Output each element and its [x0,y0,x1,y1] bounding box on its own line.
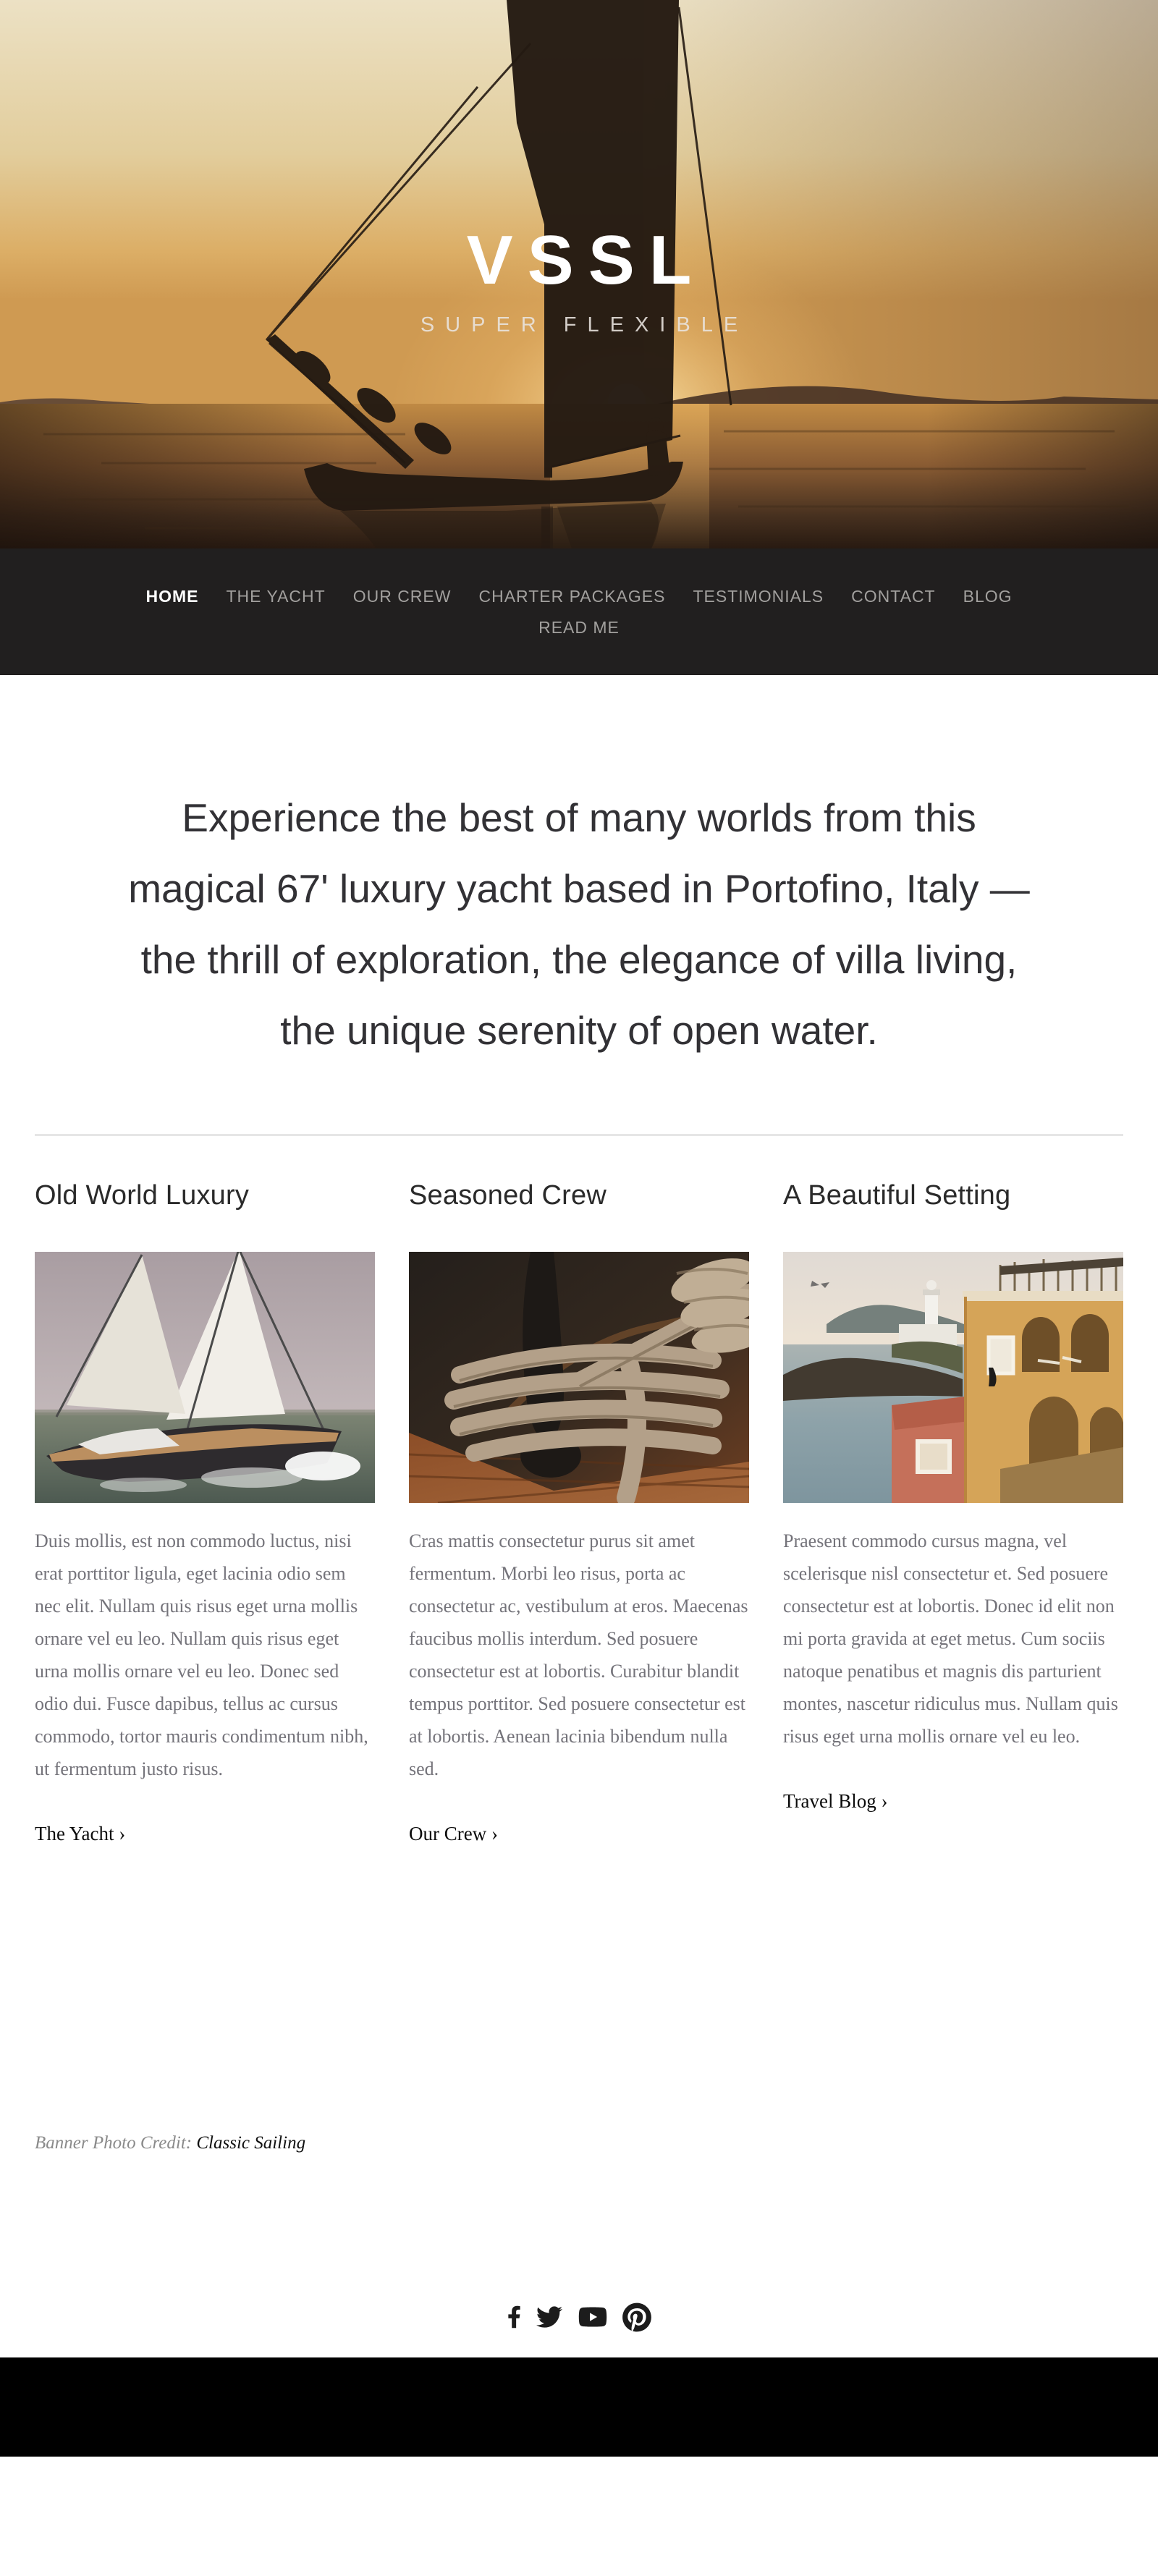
column-heading: Seasoned Crew [409,1180,607,1211]
column-heading: Old World Luxury [35,1180,250,1211]
credit-link[interactable]: Classic Sailing [196,2133,306,2153]
nav-item-contact[interactable]: CONTACT [851,586,936,606]
nav-primary-row [145,587,1012,606]
sunset-sailboat-photo [0,0,1158,548]
nav-secondary-row [538,618,620,637]
column-heading: A Beautiful Setting [783,1180,1011,1211]
credit-label: Banner Photo Credit: [35,2133,197,2153]
main-navigation [0,548,1158,675]
the-yacht-link[interactable]: The Yacht › [35,1823,126,1844]
column-seasoned-crew [409,1178,749,1845]
site-tagline: SUPER FLEXIBLE [420,313,749,336]
site-logo: VSSL [466,221,706,299]
column-text: Praesent commodo cursus magna, vel scelerisque nisl consectetur et. Sed posuere consectetur est at lobortis. Donec id elit non mi porta gravida at eget metus. Cum sociis natoque penatibus et magnis dis parturient montes, nascetur ridiculus mus. Nullam quis risus eget urna mollis ornare vel eu leo. [783,1530,1118,1747]
intro-statement: Experience the best of many worlds from this magical 67' luxury yacht based in Portofino, Italy — the thrill of exploration, the elegance of villa living, the unique serenity of open water. [128,795,1030,1053]
banner-photo-credit [35,2133,1123,2153]
social-links [0,2300,1158,2334]
section-divider [35,1134,1123,1136]
facebook-icon[interactable] [507,2304,521,2330]
youtube-icon[interactable] [578,2304,608,2330]
sailing-yacht-photo [35,1252,375,1503]
nav-item-blog[interactable]: BLOG [963,586,1013,606]
pinterest-icon[interactable] [622,2302,651,2332]
our-crew-link[interactable]: Our Crew › [409,1823,498,1844]
nav-item-the-yacht[interactable]: THE YACHT [226,586,326,606]
footer-bar [0,2357,1158,2457]
hero-banner [0,0,1158,548]
column-text: Cras mattis consectetur purus sit amet fermentum. Morbi leo risus, porta ac consectetur ac, vestibulum at eros. Maecenas faucibus mollis interdum. Sed posuere consectetur est at lobortis. Curabitur blandit tempus porttitor. Sed posuere consectetur est at lobortis. Aenean lacinia bibendum nulla sed. [409,1530,748,1779]
twitter-icon[interactable] [536,2304,563,2330]
rope-knot-photo [409,1252,749,1503]
nav-item-our-crew[interactable]: OUR CREW [352,586,452,606]
column-text: Duis mollis, est non commodo luctus, nisi erat porttitor ligula, eget lacinia odio sem nec elit. Nullam quis risus eget urna mollis ornare vel eu leo. Nullam quis risus eget urna mollis ornare vel eu leo. Donec sed odio dui. Fusce dapibus, tellus ac cursus commodo, tortor mauris condimentum nibh, ut fermentum justo risus. [35,1530,368,1779]
nav-item-testimonials[interactable]: TESTIMONIALS [693,586,824,606]
intro-section [0,675,1158,1134]
nav-item-home[interactable]: HOME [145,586,199,606]
column-old-world-luxury [35,1178,375,1845]
nav-item-charter-packages[interactable]: CHARTER PACKAGES [478,586,666,606]
column-beautiful-setting [783,1178,1123,1845]
travel-blog-link[interactable]: Travel Blog › [783,1790,888,1812]
nav-item-read-me[interactable]: READ ME [538,617,620,637]
coastal-village-photo [783,1252,1123,1503]
feature-columns [35,1178,1123,1845]
